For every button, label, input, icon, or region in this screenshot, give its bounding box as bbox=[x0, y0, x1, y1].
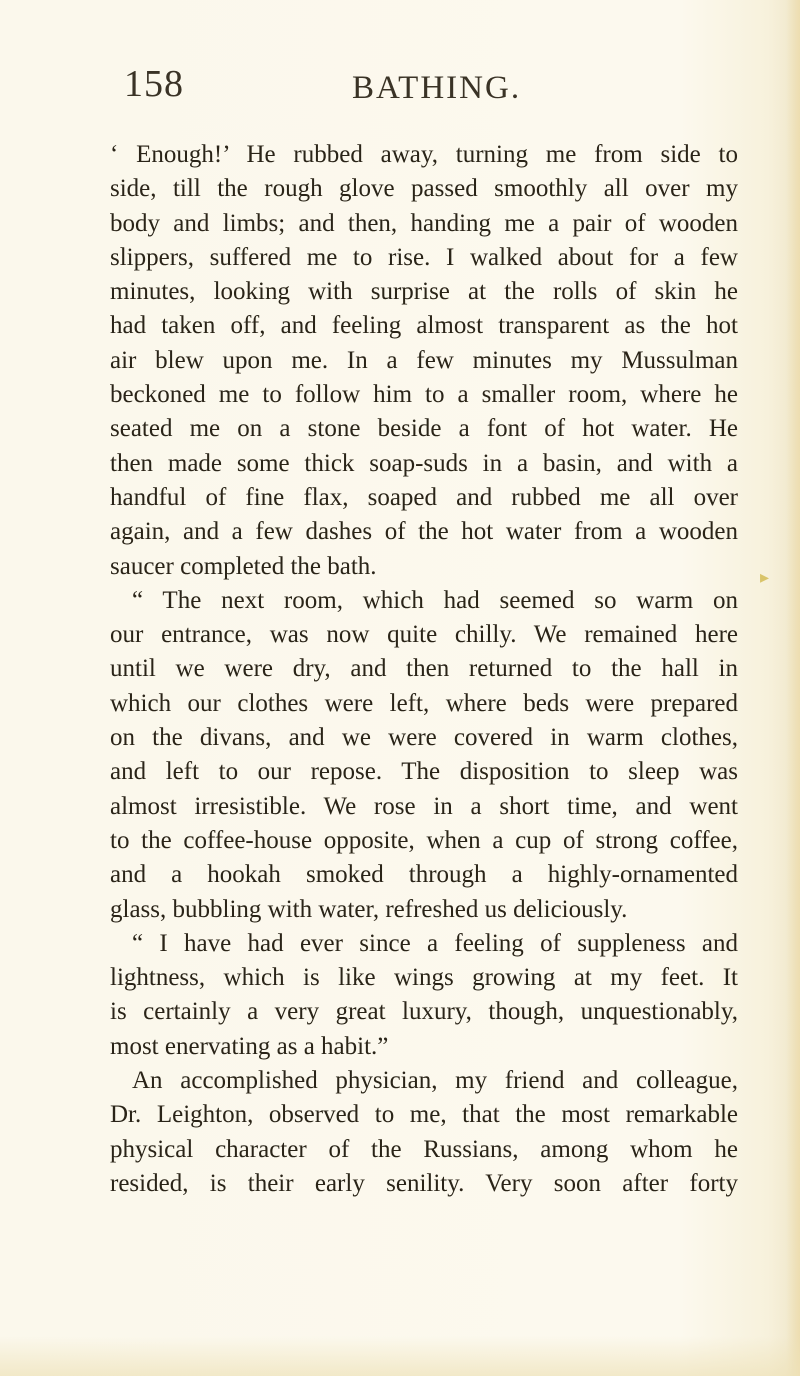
text-line: almost irresistible. We rose in a short time, and went bbox=[110, 792, 738, 820]
text-line: until we were dry, and then returned to the hall in bbox=[110, 655, 738, 683]
text-line: lightness, which is like wings growing at my feet. It bbox=[110, 964, 738, 992]
text-line: body and limbs; and then, handing me a pair of wooden bbox=[110, 209, 738, 237]
text-line: side, till the rough glove passed smoothly all over my bbox=[110, 175, 738, 203]
text-line: beckoned me to follow him to a smaller room, where he bbox=[110, 381, 738, 409]
text-line: physical character of the Russians, among whom he bbox=[110, 1135, 738, 1163]
text-line: handful of fine flax, soaped and rubbed me all over bbox=[110, 483, 738, 511]
text-line: then made some thick soap-suds in a basin, and with a bbox=[110, 449, 738, 477]
page-number: 158 bbox=[124, 63, 184, 105]
text-line: which our clothes were left, where beds were prepared bbox=[110, 689, 738, 717]
text-line: Dr. Leighton, observed to me, that the most remarkable bbox=[110, 1101, 738, 1129]
text-line: ‘ Enough!’ He rubbed away, turning me from side to bbox=[110, 141, 738, 168]
text-line: seated me on a stone beside a font of hot water. He bbox=[110, 415, 738, 443]
paragraph-start-line: An accomplished physician, my friend and colleague, bbox=[132, 1067, 738, 1095]
text-line: on the divans, and we were covered in warm clothes, bbox=[110, 724, 738, 752]
text-line: resided, is their early senility. Very soon after forty bbox=[110, 1169, 738, 1197]
running-head: BATHING. bbox=[352, 70, 522, 106]
page-bottom-shading bbox=[0, 1336, 800, 1376]
body-text bbox=[110, 138, 738, 1201]
text-line: air blew upon me. In a few minutes my Mussulman bbox=[110, 346, 738, 374]
paragraph-end-line: glass, bubbling with water, refreshed us deliciously. bbox=[110, 895, 628, 923]
paragraph-start-line: “ The next room, which had seemed so warm on bbox=[132, 586, 738, 614]
text-line: slippers, suffered me to rise. I walked about for a few bbox=[110, 243, 738, 271]
paragraph-end-line: saucer completed the bath. bbox=[110, 552, 377, 580]
page-edge-shading bbox=[786, 0, 800, 1376]
text-line: and left to our repose. The disposition to sleep was bbox=[110, 758, 738, 786]
text-line: had taken off, and feeling almost transparent as the hot bbox=[110, 312, 738, 340]
paragraph-end-line: most enervating as a habit.” bbox=[110, 1032, 389, 1060]
text-line: our entrance, was now quite chilly. We remained here bbox=[110, 621, 738, 649]
text-line: is certainly a very great luxury, though, unquestionably, bbox=[110, 998, 738, 1026]
paragraph-start-line: “ I have had ever since a feeling of suppleness and bbox=[132, 929, 738, 957]
margin-arrow-mark: ▸ bbox=[760, 567, 770, 587]
text-line: to the coffee-house opposite, when a cup of strong coffee, bbox=[110, 826, 738, 854]
text-line: again, and a few dashes of the hot water from a wooden bbox=[110, 518, 738, 546]
text-line: minutes, looking with surprise at the rolls of skin he bbox=[110, 278, 738, 306]
text-line: and a hookah smoked through a highly-ornamented bbox=[110, 861, 738, 889]
